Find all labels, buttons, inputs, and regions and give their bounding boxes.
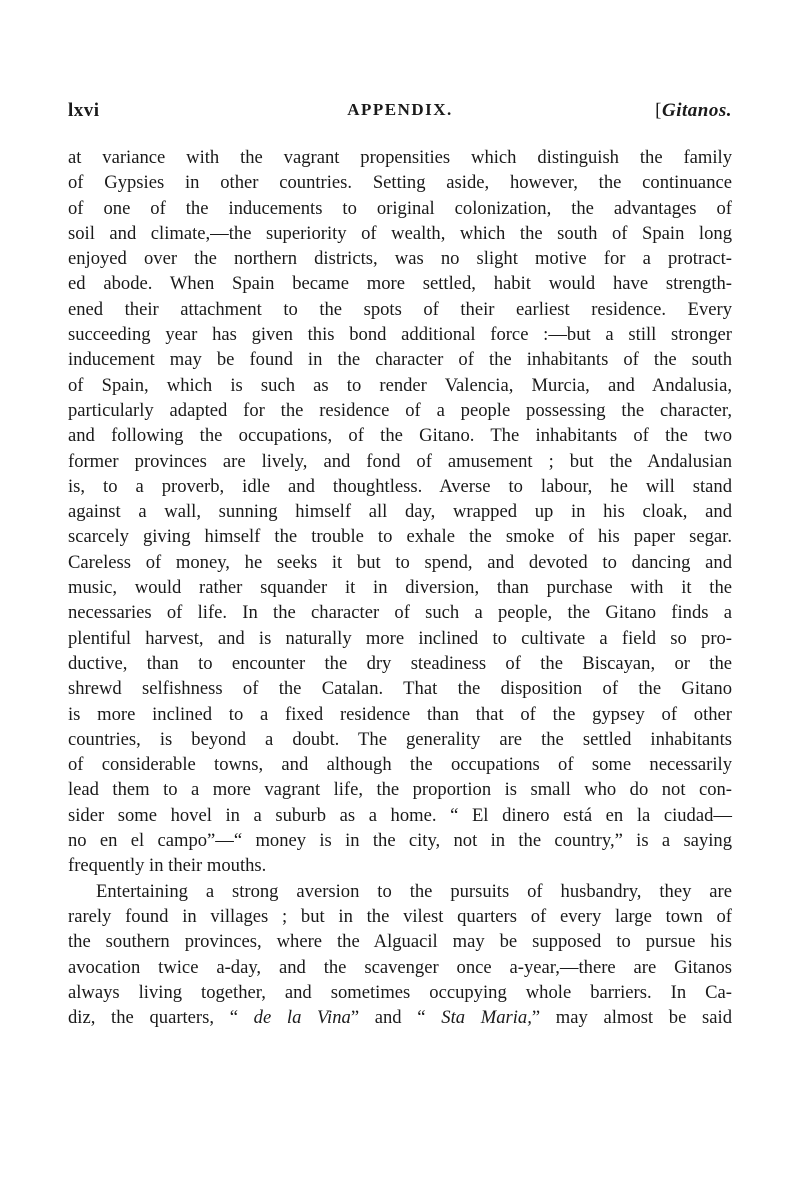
text-line: former provinces are lively, and fond of amusement ; but the Andalusian: [68, 450, 732, 472]
text-line-paragraph-end: frequently in their mouths.: [68, 855, 267, 877]
text-line: of Gypsies in other countries. Setting aside, however, the continuance: [68, 172, 732, 194]
body-text: [68, 145, 732, 1030]
place-name-italic: de la Vina: [253, 1007, 351, 1029]
text-line: against a wall, sunning himself all day, wrapped up in his cloak, and: [68, 501, 732, 523]
text-line: always living together, and sometimes occupying whole barriers. In Ca-: [68, 981, 732, 1003]
text-line: the southern provinces, where the Alguacil may be supposed to pursue his: [68, 931, 732, 953]
final-line-text: ” and “: [350, 1007, 442, 1029]
section-bracket: [: [655, 100, 662, 121]
text-line: is, to a proverb, idle and thoughtless. Averse to labour, he will stand: [68, 475, 732, 497]
text-line: lead them to a more vagrant life, the proportion is small who do not con-: [68, 779, 732, 801]
text-line: necessaries of life. In the character of such a people, the Gitano finds a: [68, 602, 732, 624]
text-line: at variance with the vagrant propensities which distinguish the family: [68, 147, 732, 168]
text-line: ed abode. When Spain became more settled, habit would have strength-: [68, 273, 732, 295]
text-line: ductive, than to encounter the dry steadiness of the Biscayan, or the: [68, 652, 732, 674]
text-line: enjoyed over the northern districts, was no slight motive for a protract-: [68, 248, 732, 270]
text-line: inducement may be found in the character of the inhabitants of the south: [68, 349, 732, 371]
text-line: rarely found in villages ; but in the vilest quarters of every large town of: [68, 905, 732, 927]
text-line: ened their attachment to the spots of their earliest residence. Every: [68, 298, 732, 320]
final-line-text: diz, the quarters, “: [68, 1007, 254, 1029]
text-line: no en el campo”—“ money is in the city, not in the country,” is a saying: [68, 830, 732, 852]
text-line: particularly adapted for the residence of a people possessing the character,: [68, 399, 732, 421]
text-line: music, would rather squander it in diversion, than purchase with it the: [68, 577, 732, 599]
text-line: of Spain, which is such as to render Valencia, Murcia, and Andalusia,: [68, 374, 732, 396]
place-name-italic: Sta Maria,: [441, 1007, 532, 1029]
text-line: sider some hovel in a suburb as a home. “ El dinero está en la ciudad—: [68, 804, 732, 826]
text-line: Careless of money, he seeks it but to spend, and devoted to dancing and: [68, 551, 732, 573]
running-title: APPENDIX.: [347, 100, 453, 119]
text-line: shrewd selfishness of the Catalan. That the disposition of the Gitano: [68, 678, 732, 700]
text-line: plentiful harvest, and is naturally more inclined to cultivate a field so pro-: [68, 627, 732, 649]
text-line-final: [68, 1005, 732, 1030]
text-line: succeeding year has given this bond additional force :—but a still stronger: [68, 324, 732, 346]
text-line-paragraph-start: Entertaining a strong aversion to the pursuits of husbandry, they are: [96, 880, 732, 902]
running-head: [68, 100, 732, 128]
text-line: avocation twice a-day, and the scavenger once a-year,—there are Gitanos: [68, 956, 732, 978]
text-line: is more inclined to a fixed residence than that of the gypsey of other: [68, 703, 732, 725]
text-line: soil and climate,—the superiority of wealth, which the south of Spain long: [68, 222, 732, 244]
section-name: Gitanos.: [662, 100, 732, 121]
text-line: of one of the inducements to original colonization, the advantages of: [68, 197, 732, 219]
final-line-text: ” may almost be said: [531, 1007, 732, 1029]
text-line: countries, is beyond a doubt. The generality are the settled inhabitants: [68, 728, 732, 750]
text-line: scarcely giving himself the trouble to exhale the smoke of his paper segar.: [68, 526, 732, 548]
text-line: of considerable towns, and although the occupations of some necessarily: [68, 754, 732, 776]
text-line: and following the occupations, of the Gitano. The inhabitants of the two: [68, 425, 732, 447]
page-number: lxvi: [68, 100, 100, 121]
section-title: [655, 100, 732, 122]
